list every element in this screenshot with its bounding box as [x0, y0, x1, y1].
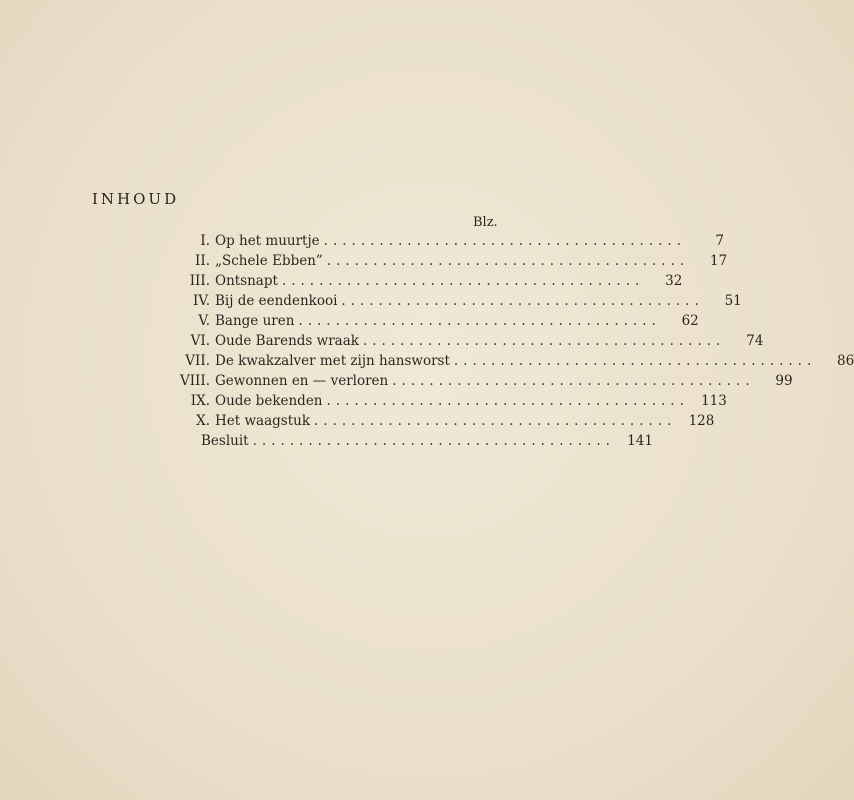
- toc-entry: [150, 391, 727, 411]
- chapter-title: Oude bekenden: [215, 393, 323, 409]
- chapter-number: IX.: [190, 393, 210, 409]
- toc-entry: [150, 291, 742, 311]
- chapter-number: VII.: [185, 353, 210, 369]
- chapter-title: Oude Barends wraak: [215, 333, 359, 349]
- toc-entry: [150, 351, 854, 371]
- page-number: 141: [627, 433, 653, 449]
- toc-entry: [150, 251, 728, 271]
- dot-leader: .......................................: [326, 253, 690, 269]
- toc-entry: [150, 431, 653, 451]
- dot-leader: .......................................: [281, 273, 645, 289]
- toc-entry: [150, 311, 699, 331]
- chapter-number: I.: [200, 233, 210, 249]
- page-number: 74: [746, 333, 764, 349]
- contents-heading: INHOUD: [92, 190, 180, 208]
- toc-entry: [150, 331, 764, 351]
- chapter-number: VI.: [190, 333, 210, 349]
- chapter-title: Bij de eendenkooi: [215, 293, 338, 309]
- chapter-number: V.: [198, 313, 210, 329]
- page-number: 51: [724, 293, 742, 309]
- chapter-title: „Schele Ebben”: [215, 253, 323, 269]
- chapter-title: Besluit: [201, 433, 249, 449]
- chapter-number: II.: [195, 253, 210, 269]
- dot-leader: .......................................: [362, 333, 726, 349]
- dot-leader: .......................................: [453, 353, 817, 369]
- toc-entry: [150, 371, 793, 391]
- page-number: 113: [701, 393, 727, 409]
- dot-leader: .......................................: [252, 433, 615, 449]
- page-number: 86: [837, 353, 854, 369]
- page-number: 17: [709, 253, 728, 269]
- chapter-number: X.: [196, 413, 210, 429]
- page-number: 128: [688, 413, 715, 429]
- dot-leader: .......................................: [326, 393, 689, 409]
- dot-leader: .......................................: [298, 313, 661, 329]
- dot-leader: .......................................: [341, 293, 704, 309]
- chapter-title: Ontsnapt: [215, 273, 278, 289]
- chapter-title: Bange uren: [215, 313, 295, 329]
- table-of-contents: [150, 231, 854, 451]
- page-column-label: Blz.: [473, 215, 498, 230]
- dot-leader: .......................................: [323, 233, 687, 249]
- chapter-number: VIII.: [179, 373, 210, 389]
- page-number: 62: [681, 313, 699, 329]
- chapter-title: Het waagstuk: [215, 413, 311, 429]
- page-number: 32: [665, 273, 683, 289]
- chapter-number: IV.: [192, 293, 210, 309]
- dot-leader: .......................................: [392, 373, 755, 389]
- chapter-title: Gewonnen en — verloren: [215, 373, 389, 389]
- toc-entry: [150, 231, 725, 251]
- chapter-title: Op het muurtje: [215, 233, 320, 249]
- page-number: 7: [715, 233, 725, 249]
- toc-entry: [150, 271, 683, 291]
- dot-leader: .......................................: [314, 413, 677, 429]
- chapter-number: III.: [189, 273, 210, 289]
- toc-entry: [150, 411, 715, 431]
- chapter-title: De kwakzalver met zijn hansworst: [215, 353, 450, 369]
- page-number: 99: [775, 373, 793, 389]
